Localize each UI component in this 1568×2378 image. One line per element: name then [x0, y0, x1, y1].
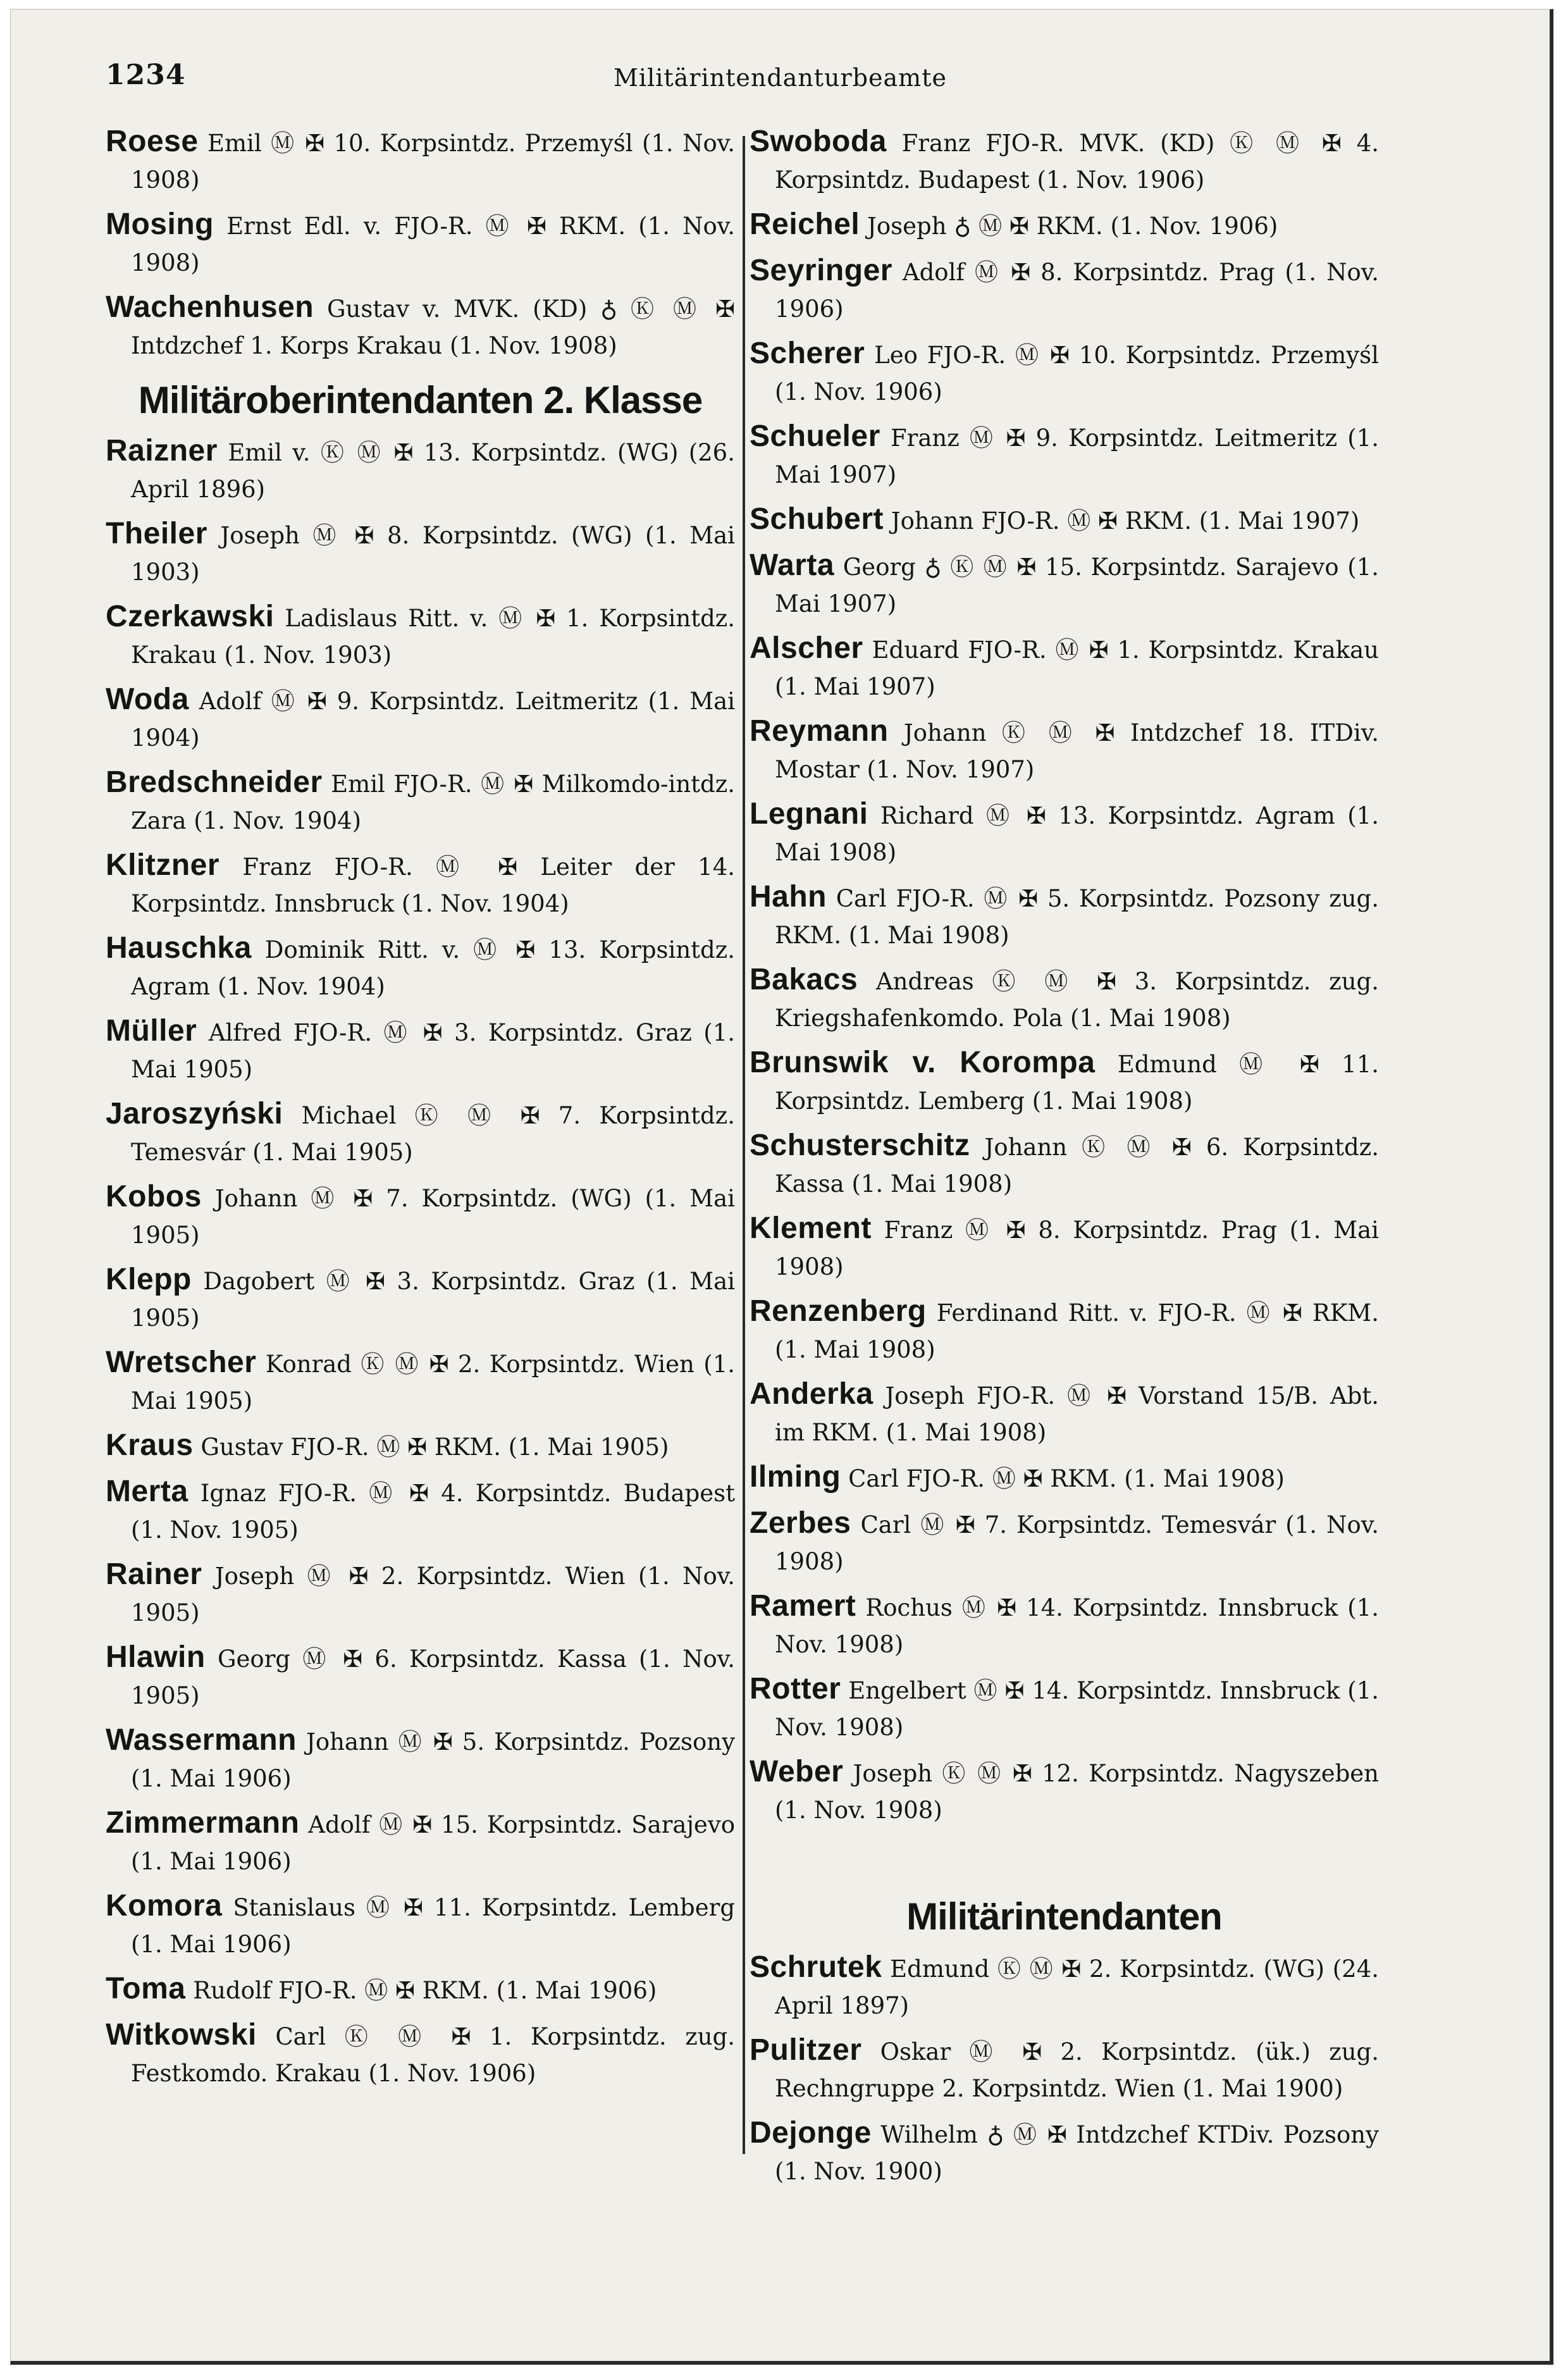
officer-name: Mosing: [106, 207, 214, 241]
officer-name: Bredschneider: [106, 765, 323, 799]
officer-name: Schubert: [750, 502, 884, 536]
left-column: [106, 123, 735, 2100]
roster-entry: [106, 847, 735, 922]
roster-entry: [106, 1473, 735, 1549]
entry-details: Georg ♁ Ⓚ Ⓜ ✠ 15. Korpsintdz. Sarajevo (1. Mai 1907): [775, 554, 1379, 617]
entry-details: Carl FJO-R. Ⓜ ✠ RKM. (1. Mai 1908): [848, 1465, 1285, 1492]
page-number: 1234: [106, 59, 186, 91]
officer-name: Witkowski: [106, 2018, 257, 2052]
entry-details: Dominik Ritt. v. Ⓜ ✠ 13. Korpsintdz. Agram (1. Nov. 1904): [131, 936, 735, 1000]
entry-details: Franz Ⓜ ✠ 8. Korpsintdz. Prag (1. Mai 1908): [775, 1217, 1379, 1280]
entry-details: Dagobert Ⓜ ✠ 3. Korpsintdz. Graz (1. Mai 1905): [131, 1268, 735, 1332]
roster-entry: [750, 501, 1379, 540]
entry-details: Gustav v. MVK. (KD) ♁ Ⓚ Ⓜ ✠ Intdzchef 1. Korps Krakau (1. Nov. 1908): [131, 295, 735, 359]
entry-details: Engelbert Ⓜ ✠ 14. Korpsintdz. Innsbruck (1. Nov. 1908): [775, 1677, 1379, 1741]
roster-entry: [750, 630, 1379, 705]
roster-entry: [106, 1805, 735, 1880]
entry-details: Carl FJO-R. Ⓜ ✠ 5. Korpsintdz. Pozsony zug. RKM. (1. Mai 1908): [775, 885, 1379, 949]
roster-entry: [750, 1588, 1379, 1663]
officer-name: Zerbes: [750, 1506, 851, 1540]
roster-entry: [106, 516, 735, 591]
right-column: [750, 123, 1379, 2198]
officer-name: Komora: [106, 1889, 223, 1923]
officer-name: Pulitzer: [750, 2033, 862, 2067]
roster-entry: [750, 335, 1379, 411]
roster-entry: [106, 1427, 735, 1466]
roster-entry: [750, 1210, 1379, 1285]
officer-name: Merta: [106, 1475, 188, 1508]
officer-name: Anderka: [750, 1377, 874, 1411]
roster-entry: [750, 962, 1379, 1037]
roster-entry: [106, 1179, 735, 1254]
roster-entry: [750, 123, 1379, 199]
entry-details: Emil v. Ⓚ Ⓜ ✠ 13. Korpsintdz. (WG) (26. April 1896): [131, 439, 735, 503]
roster-entry: [106, 1261, 735, 1337]
entry-details: Johann Ⓚ Ⓜ ✠ 6. Korpsintdz. Kassa (1. Mai 1908): [775, 1134, 1379, 1198]
entry-details: Adolf Ⓜ ✠ 8. Korpsintdz. Prag (1. Nov. 1906): [775, 259, 1379, 323]
entry-details: Ernst Edl. v. FJO-R. Ⓜ ✠ RKM. (1. Nov. 1908): [131, 213, 735, 276]
roster-entry: [106, 289, 735, 364]
entry-details: Eduard FJO-R. Ⓜ ✠ 1. Korpsintdz. Krakau (1. Mai 1907): [775, 636, 1380, 700]
officer-name: Czerkawski: [106, 600, 275, 633]
entry-details: Rochus Ⓜ ✠ 14. Korpsintdz. Innsbruck (1. Nov. 1908): [775, 1594, 1380, 1658]
document-page: [10, 9, 1553, 2365]
entry-details: Carl Ⓚ Ⓜ ✠ 1. Korpsintdz. zug. Festkomdo. Krakau (1. Nov. 1906): [131, 2023, 735, 2087]
roster-entry: [750, 418, 1379, 493]
entry-details: Joseph Ⓜ ✠ 8. Korpsintdz. (WG) (1. Mai 1903): [131, 522, 735, 586]
officer-name: Klepp: [106, 1263, 192, 1296]
officer-name: Seyringer: [750, 254, 892, 287]
officer-name: Renzenberg: [750, 1294, 927, 1328]
officer-name: Schrutek: [750, 1950, 882, 1984]
officer-name: Klitzner: [106, 848, 220, 882]
entry-details: Johann Ⓜ ✠ 7. Korpsintdz. (WG) (1. Mai 1905): [131, 1185, 736, 1249]
officer-name: Reichel: [750, 207, 860, 241]
roster-entry: [106, 1722, 735, 1797]
officer-name: Schueler: [750, 419, 880, 453]
officer-name: Wassermann: [106, 1723, 297, 1757]
entry-details: Franz FJO-R. Ⓜ ✠ Leiter der 14. Korpsintdz. Innsbruck (1. Nov. 1904): [131, 853, 735, 917]
officer-name: Brunswik v. Korompa: [750, 1046, 1096, 1079]
roster-entry: [750, 2032, 1379, 2107]
officer-name: Bakacs: [750, 963, 858, 996]
page-header: [11, 59, 1550, 99]
roster-entry: [750, 2115, 1379, 2190]
roster-entry: [106, 433, 735, 508]
roster-entry: [106, 123, 735, 199]
officer-name: Swoboda: [750, 125, 887, 158]
roster-entry: [106, 1639, 735, 1714]
entry-details: Adolf Ⓜ ✠ 15. Korpsintdz. Sarajevo (1. Mai 1906): [131, 1811, 735, 1875]
officer-name: Roese: [106, 125, 199, 158]
entry-details: Wilhelm ♁ Ⓜ ✠ Intdzchef KTDiv. Pozsony (1. Nov. 1900): [775, 2121, 1380, 2185]
entry-details: Georg Ⓜ ✠ 6. Korpsintdz. Kassa (1. Nov. 1905): [131, 1645, 735, 1709]
officer-name: Alscher: [750, 631, 863, 665]
roster-entry: [106, 206, 735, 282]
entry-details: Richard Ⓜ ✠ 13. Korpsintdz. Agram (1. Mai 1908): [775, 802, 1379, 866]
officer-name: Hauschka: [106, 931, 252, 965]
entry-details: Leo FJO-R. Ⓜ ✠ 10. Korpsintdz. Przemyśl (1. Nov. 1906): [775, 342, 1379, 406]
left-entries-after: [106, 433, 735, 2092]
roster-entry: [750, 1127, 1379, 1203]
officer-name: Raizner: [106, 434, 218, 468]
entry-details: Alfred FJO-R. Ⓜ ✠ 3. Korpsintdz. Graz (1. Mai 1905): [131, 1019, 735, 1083]
roster-entry: [750, 547, 1379, 622]
roster-entry: [106, 1888, 735, 1963]
officer-name: Rainer: [106, 1557, 202, 1591]
entry-details: Oskar Ⓜ ✠ 2. Korpsintdz. (ük.) zug. Rechngruppe 2. Korpsintdz. Wien (1. Mai 1900): [775, 2038, 1380, 2102]
left-entries-before: [106, 123, 735, 364]
officer-name: Zimmermann: [106, 1806, 300, 1840]
section-spacer: [750, 1836, 1379, 1881]
roster-entry: [106, 2017, 735, 2092]
roster-entry: [750, 1949, 1379, 2024]
entry-details: Johann Ⓚ Ⓜ ✠ Intdzchef 18. ITDiv. Mostar (1. Nov. 1907): [775, 719, 1379, 783]
entry-details: Edmund Ⓜ ✠ 11. Korpsintdz. Lemberg (1. Mai 1908): [775, 1051, 1379, 1115]
officer-name: Warta: [750, 548, 835, 582]
section-heading: Militäroberintendanten 2. Klasse: [138, 379, 703, 421]
roster-entry: [106, 1096, 735, 1171]
roster-entry: [106, 598, 735, 674]
officer-name: Kraus: [106, 1428, 194, 1462]
roster-entry: [106, 1344, 735, 1420]
entry-details: Franz FJO-R. MVK. (KD) Ⓚ Ⓜ ✠ 4. Korpsintdz. Budapest (1. Nov. 1906): [775, 130, 1380, 194]
roster-entry: [106, 1556, 735, 1632]
officer-name: Dejonge: [750, 2116, 872, 2150]
entry-details: Stanislaus Ⓜ ✠ 11. Korpsintdz. Lemberg (1. Mai 1906): [131, 1894, 735, 1958]
roster-entry: [750, 1044, 1379, 1120]
entry-details: Adolf Ⓜ ✠ 9. Korpsintdz. Leitmeritz (1. Mai 1904): [131, 688, 735, 752]
entry-details: Emil Ⓜ ✠ 10. Korpsintdz. Przemyśl (1. Nov. 1908): [131, 130, 735, 194]
entry-details: Emil FJO-R. Ⓜ ✠ Milkomdo-intdz. Zara (1. Nov. 1904): [131, 771, 735, 834]
officer-name: Kobos: [106, 1180, 202, 1213]
officer-name: Woda: [106, 683, 189, 716]
officer-name: Müller: [106, 1014, 197, 1048]
officer-name: Hlawin: [106, 1640, 206, 1674]
entry-details: Joseph Ⓚ Ⓜ ✠ 12. Korpsintdz. Nagyszeben (1. Nov. 1908): [775, 1760, 1379, 1824]
officer-name: Theiler: [106, 517, 207, 550]
officer-name: Legnani: [750, 797, 868, 831]
officer-name: Ilming: [750, 1460, 841, 1494]
officer-name: Toma: [106, 1972, 186, 2005]
officer-name: Klement: [750, 1211, 872, 1245]
officer-name: Jaroszyński: [106, 1097, 283, 1130]
entry-details: Ferdinand Ritt. v. FJO-R. Ⓜ ✠ RKM. (1. Mai 1908): [775, 1299, 1379, 1363]
roster-entry: [750, 1376, 1379, 1451]
entry-details: Johann Ⓜ ✠ 5. Korpsintdz. Pozsony (1. Mai 1906): [131, 1728, 735, 1792]
roster-entry: [750, 1505, 1379, 1580]
roster-entry: [750, 1671, 1379, 1746]
entry-details: Ignaz FJO-R. Ⓜ ✠ 4. Korpsintdz. Budapest (1. Nov. 1905): [131, 1480, 735, 1544]
running-head: Militärintendanturbeamte: [614, 64, 947, 92]
officer-name: Reymann: [750, 714, 889, 748]
roster-entry: [750, 206, 1379, 245]
entry-details: Gustav FJO-R. Ⓜ ✠ RKM. (1. Mai 1905): [201, 1434, 669, 1461]
right-entries-before: [750, 123, 1379, 1829]
right-entries-after: [750, 1949, 1379, 2190]
entry-details: Joseph FJO-R. Ⓜ ✠ Vorstand 15/B. Abt. im RKM. (1. Mai 1908): [775, 1382, 1379, 1446]
entry-details: Franz Ⓜ ✠ 9. Korpsintdz. Leitmeritz (1. Mai 1907): [775, 424, 1380, 488]
entry-details: Carl Ⓜ ✠ 7. Korpsintdz. Temesvár (1. Nov. 1908): [775, 1511, 1379, 1575]
roster-entry: [750, 796, 1379, 871]
roster-entry: [750, 252, 1379, 328]
roster-entry: [750, 879, 1379, 954]
entry-details: Rudolf FJO-R. Ⓜ ✠ RKM. (1. Mai 1906): [193, 1977, 657, 2004]
roster-entry: [106, 930, 735, 1005]
roster-entry: [106, 681, 735, 757]
entry-details: Ladislaus Ritt. v. Ⓜ ✠ 1. Korpsintdz. Krakau (1. Nov. 1903): [131, 605, 736, 669]
entry-details: Johann FJO-R. Ⓜ ✠ RKM. (1. Mai 1907): [891, 507, 1360, 535]
roster-entry: [106, 1971, 735, 2009]
section-heading: Militärintendanten: [906, 1895, 1222, 1938]
officer-name: Ramert: [750, 1589, 856, 1623]
entry-details: Andreas Ⓚ Ⓜ ✠ 3. Korpsintdz. zug. Kriegshafenkomdo. Pola (1. Mai 1908): [775, 968, 1379, 1032]
roster-entry: [750, 1293, 1379, 1368]
entry-details: Joseph Ⓜ ✠ 2. Korpsintdz. Wien (1. Nov. 1905): [131, 1563, 735, 1626]
column-divider: [743, 136, 745, 2154]
entry-details: Konrad Ⓚ Ⓜ ✠ 2. Korpsintdz. Wien (1. Mai 1905): [131, 1351, 735, 1415]
officer-name: Wachenhusen: [106, 290, 314, 324]
officer-name: Rotter: [750, 1672, 841, 1706]
roster-entry: [106, 764, 735, 839]
officer-name: Weber: [750, 1755, 844, 1788]
roster-entry: [106, 1013, 735, 1088]
roster-entry: [750, 1754, 1379, 1829]
entry-details: Edmund Ⓚ Ⓜ ✠ 2. Korpsintdz. (WG) (24. April 1897): [775, 1955, 1380, 2019]
roster-entry: [750, 1459, 1379, 1497]
officer-name: Hahn: [750, 880, 827, 913]
entry-details: Joseph ♁ Ⓜ ✠ RKM. (1. Nov. 1906): [867, 213, 1278, 240]
officer-name: Schusterschitz: [750, 1129, 970, 1162]
officer-name: Wretscher: [106, 1346, 257, 1379]
roster-entry: [750, 713, 1379, 788]
entry-details: Michael Ⓚ Ⓜ ✠ 7. Korpsintdz. Temesvár (1. Mai 1905): [131, 1102, 735, 1166]
officer-name: Scherer: [750, 337, 865, 370]
